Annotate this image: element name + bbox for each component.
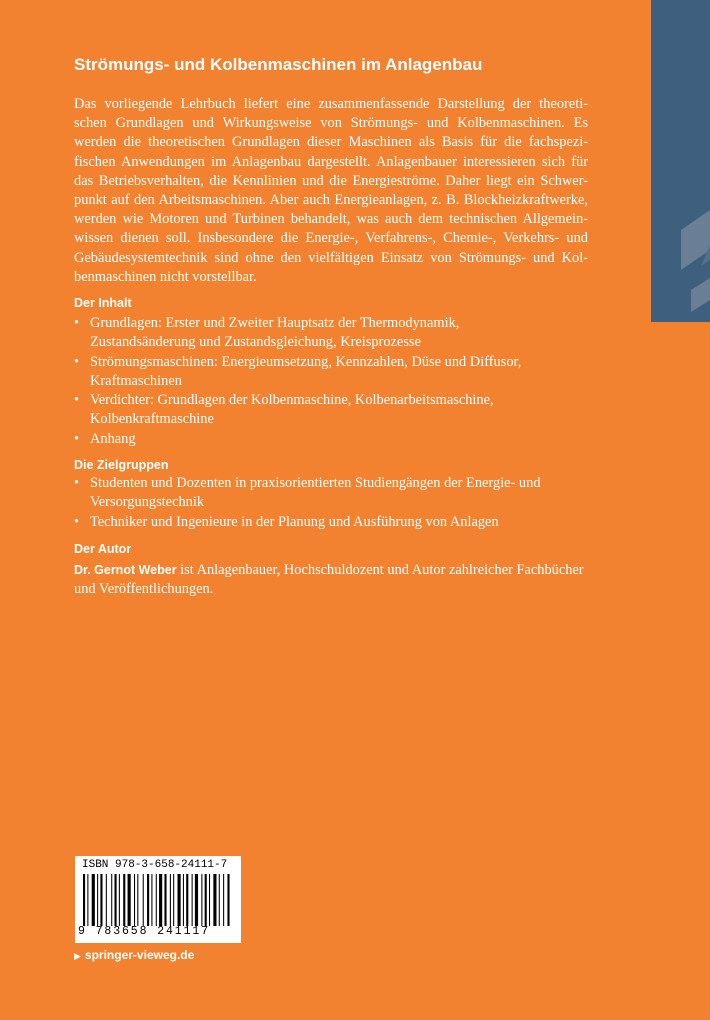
decorative-pattern [651,0,710,322]
zielgruppen-heading: Die Zielgruppen [74,458,169,472]
barcode-bars [81,874,235,926]
bullet-icon: • [74,392,80,409]
intro-line: Das vorliegende Lehrbuch liefert eine zusammenfassende Darstellung der theoreti- [74,96,588,112]
intro-line: das Betriebsverhalten, die Kennlinien und die Energieströme. Daher liegt ein Schwer- [74,172,588,189]
inhalt-heading: Der Inhalt [74,296,132,310]
intro-line: Gebäudesystemtechnik sind ohne den vielfältigen Einsatz von Strömungs- und Kol- [74,249,588,266]
bullet-icon: • [74,315,80,331]
intro-line: punkt auf den Arbeitsmaschinen. Aber auch Energieanlagen, z. B. Blockheizkraftwerke, [74,192,588,209]
list-item: • Techniker und Ingenieure in der Planung und Ausführung von Anlagen [74,513,594,532]
book-title: Strömungs- und Kolbenmaschinen im Anlagenbau [74,55,483,74]
intro-line: schen Grundlagen und Wirkungsweise von Strömungs- und Kolbenmaschinen. Es [74,115,588,132]
intro-paragraph [74,95,588,287]
bullet-icon: • [74,353,80,370]
publisher-url: springer-vieweg.de [84,948,195,962]
bullet-icon: • [74,475,80,491]
author-name: Dr. Gernot Weber [74,563,177,577]
author-text: ist Anlagenbauer, Hochschuldozent und Autor zahlreicher Fachbücher [176,562,584,578]
side-color-band [651,0,710,322]
zielgruppen-list [74,474,594,532]
list-item: • Grundlagen: Erster und Zweiter Hauptsatz der Thermodynamik, Zustandsänderung und Zustandsgleichung, Kreisprozesse [74,315,460,351]
publisher-link[interactable] [74,948,194,962]
isbn-label: ISBN 978-3-658-24111-7 [82,859,228,871]
autor-heading: Der Autor [74,542,132,556]
arrow-right-icon: ▶ [74,951,81,961]
barcode-digits: 9 783658 241117 [78,925,211,938]
bullet-icon: • [74,513,80,530]
author-text: und Veröffentlichungen. [74,581,214,598]
list-item: • Verdichter: Grundlagen der Kolbenmaschine, Kolbenarbeitsmaschine, Kolbenkraftmaschine [74,392,494,428]
list-item: • Strömungsmaschinen: Energieumsetzung, Kennzahlen, Düse und Diffusor, Kraftmaschinen [74,353,522,389]
intro-line: werden wie Motoren und Turbinen behandelt, was auch dem technischen Allgemein- [74,211,588,228]
list-item: • Anhang [74,430,594,449]
author-bio [74,561,594,600]
intro-line: werden die theoretischen Grundlagen dieser Maschinen als Basis für die fachspezi- [74,134,588,151]
intro-line: fischen Anwendungen im Anlagenbau dargestellt. Anlagenbauer interessieren sich für [74,153,588,170]
bullet-icon: • [74,430,80,447]
isbn-barcode [75,856,241,943]
inhalt-list [74,314,594,449]
intro-line: wissen dienen soll. Insbesondere die Energie-, Verfahrens-, Chemie-, Verkehrs- und [74,230,588,247]
list-item: • Studenten und Dozenten in praxisorientierten Studiengängen der Energie- und Versorgungstechnik [74,475,541,511]
intro-line: benmaschinen nicht vorstellbar. [74,268,257,285]
